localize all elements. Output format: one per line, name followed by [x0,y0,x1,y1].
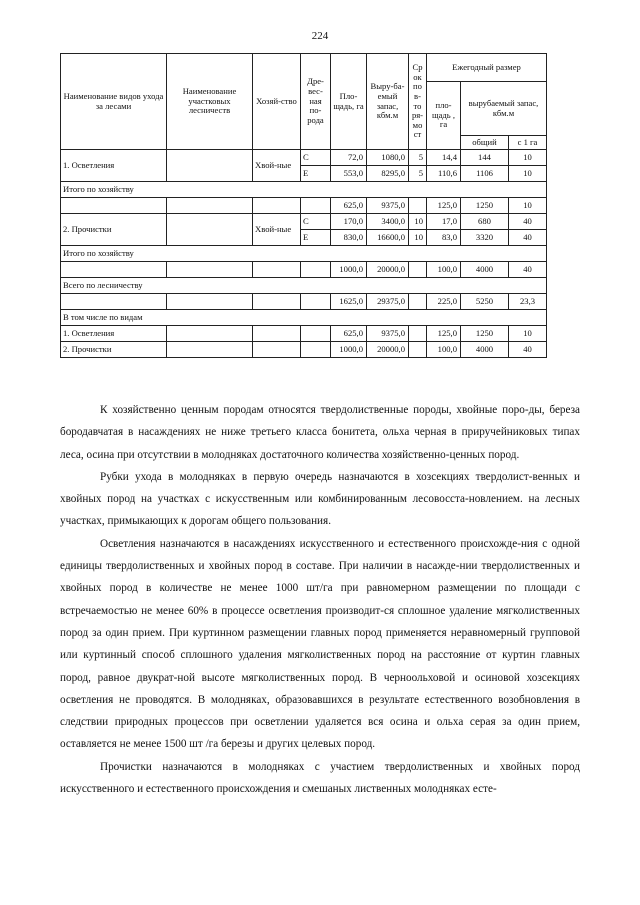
by-type-label: В том числе по видам [61,310,547,326]
table-row: 1000,0 20000,0 100,0 4000 40 [61,262,547,278]
section1-farm: Хвой-ные [253,150,301,182]
header-period: Ср ок по в-то ря-мо ст [409,54,427,150]
header-annual-stock: вырубаемый запас, кбм.м [461,82,547,136]
header-total: общий [461,136,509,150]
section2-label: 2. Прочистки [61,214,167,246]
forest-care-table [60,53,547,358]
header-annual: Ежегодный размер [427,54,547,82]
table-row: 1. Осветления 625,0 9375,0 125,0 1250 10 [61,326,547,342]
table-row [61,246,547,262]
table-row [61,182,547,198]
table-row: 2. Прочистки 1000,0 20000,0 100,0 4000 40 [61,342,547,358]
table-row: Е 553,0 8295,0 5 110,6 1106 10 [61,166,547,182]
header-farm: Хозяй-ство [253,54,301,150]
subtotal-label: Итого по хозяйству [61,246,547,262]
header-forestry-units: Наименование участковых лесничеств [167,54,253,150]
paragraph: К хозяйственно ценным породам относятся твердолиственные породы, хвойные поро-ды, береза бородавчатая в насаждениях не ниже третьего класса бонитета, ольха черная в приручейниковых типах леса, осина при отсутствии в молодняках достаточного количества хозяйственно-ценных пород. [60,404,580,461]
header-area: Пло-щадь, га [331,54,367,150]
table-row [61,310,547,326]
table-row: 625,0 9375,0 125,0 1250 10 [61,198,547,214]
paragraph: Осветления назначаются в насаждениях искусственного и естественного происхожде-ния с одной единицы твердолиственных и хвойных пород в составе. При наличии в насажде-нии твердолиственных и хвойных пород в количестве не менее 1000 шт/га при равномерном размещении по площади с встречаемостью не менее 60% в процессе осветления производит-ся сплошное удаление мягколиственных пород за один прием. При куртинном размещении главных пород применяется неравномерный групповой или куртинный способ сплошного удаления мягколиственных пород на расстояние от куртин главных пород, равное двукрат-ной высоте мягколиственных пород. В черноольховой и осиновой хозсекциях осветления не проводятся. В молодняках, образовавшихся в результате естественного возобновления в следствии природных процессов при осветлении удаляется вся осина и ольха серая за один прием, оставляется не менее 1500 шт /га березы и других целевых пород. [60,537,580,751]
header-stock: Выру-ба-емый запас, кбм.м [367,54,409,150]
header-type: Наименование видов ухода за лесами [61,54,167,150]
paragraph: Рубки ухода в молодняках в первую очередь назначаются в хозсекциях твердолист-венных и хвойных пород на участках с искусственным или комбинированным лесовосста-новлением. на лесных участках, примыкающих к дорогам общего пользования. [60,470,580,528]
body-text [60,399,580,800]
section2-farm: Хвой-ные [253,214,301,246]
header-annual-area: пло-щадь , га [427,82,461,150]
table-row: 1625,0 29375,0 225,0 5250 23,3 [61,294,547,310]
page-number: 224 [311,30,329,42]
header-per-ha: с 1 га [509,136,547,150]
table-row [61,278,547,294]
table-row: 1. Осветления Хвой-ные С 72,0 1080,0 5 14,4 144 10 [61,150,547,166]
table-row: 2. Прочистки Хвой-ные С 170,0 3400,0 10 17,0 680 40 [61,214,547,230]
section1-label: 1. Осветления [61,150,167,182]
paragraph: Прочистки назначаются в молодняках с участием твердолиственных и хвойных пород искусственного и естественного происхождения и смешаных лиственных молодняках есте- [60,760,580,796]
header-species: Дре-вес-ная по-рода [301,54,331,150]
grand-total-label: Всего по лесничеству [61,278,547,294]
table-row: Е 830,0 16600,0 10 83,0 3320 40 [61,230,547,246]
subtotal-label: Итого по хозяйству [61,182,547,198]
